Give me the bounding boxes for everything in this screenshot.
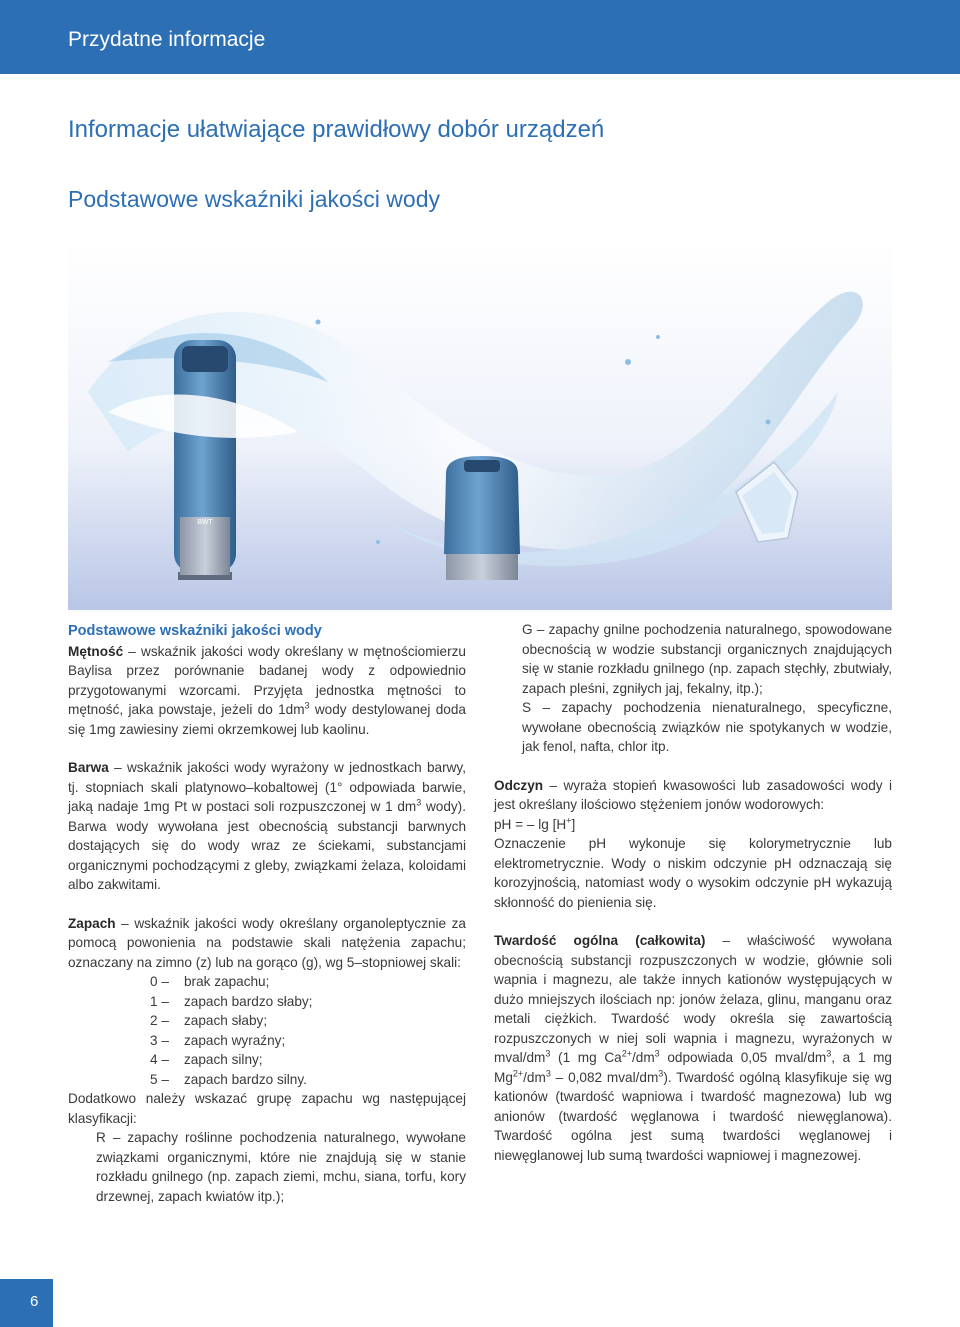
ph-formula-b: ]: [571, 816, 576, 832]
list-item: [68, 1031, 466, 1051]
s-group-paragraph: S – zapachy pochodzenia nienaturalnego, specyficzne, wywołane obecnością związków nie spotykanych w wodzie, jak fenol, nafta, chlor itp.: [522, 700, 892, 754]
twardosc-term: Twardość ogólna (całkowita): [494, 933, 706, 948]
metnosc-paragraph: [68, 642, 466, 740]
hero-image: [68, 242, 892, 610]
tw-text: (1 mg Ca: [550, 1050, 622, 1065]
r-group-paragraph: R – zapachy roślinne pochodzenia naturalnego, wywołane związkami organicznymi, które nie znajdują się w stanie rozkładu gnilnego (np. zapach ziemi, mchu, siana, torfu, kory drzewnej, zapach kwiatów itp.);: [96, 1130, 466, 1204]
list-item: [68, 1011, 466, 1031]
right-column: [494, 620, 892, 1165]
tw-sup: 3: [654, 1048, 660, 1059]
metnosc-term: Mętność: [68, 643, 124, 659]
list-item: [68, 1050, 466, 1070]
ph-formula-a: pH = – lg [H: [494, 816, 567, 832]
scale-number: 2 –: [150, 1013, 169, 1028]
odczyn-text: – wyraża stopień kwasowości lub zasadowości wody i jest określany ilościowo stężeniem jonów wodorowych:: [494, 777, 892, 812]
scale-number: 1 –: [150, 993, 169, 1009]
dodatkowo-paragraph: Dodatkowo należy wskazać grupę zapachu wg następującej klasyfikacji:: [68, 1091, 466, 1126]
zapach-paragraph: [68, 914, 466, 973]
softener-short-icon: [444, 456, 520, 580]
tw-sup: 3: [545, 1067, 551, 1078]
metnosc-sup: 3: [304, 700, 310, 711]
scale-number: 4 –: [150, 1052, 169, 1067]
scale-text: zapach silny;: [184, 1052, 263, 1067]
scale-text: zapach bardzo słaby;: [184, 993, 313, 1009]
barwa-text-a: – wskaźnik jakości wody wyrażony w jednostkach barwy, tj. stopniach skali platynowo–kobaltowej (1° odpowiada barwie, jaką nadaje 1mg Pt w postaci soli rozpuszczonej w 1 dm: [68, 760, 466, 814]
zapach-text: – wskaźnik jakości wody określany organoleptycznie za pomocą powonienia na podstawie skali natężenia zapachu; oznaczany na zimno (z) lub na gorąco (g), wg 5–stopniowej skali:: [68, 915, 466, 970]
zapach-term: Zapach: [68, 915, 116, 931]
softener-tall-icon: [174, 340, 236, 580]
page-subtitle: Podstawowe wskaźniki jakości wody: [68, 186, 440, 212]
header-bar: [0, 0, 960, 74]
tw-text: – 0,082 mval/dm: [550, 1069, 659, 1085]
odczyn-paragraph-2: Oznaczenie pH wykonuje się kolorymetrycznie lub elektrometrycznie. Wody o niskim odczynie pH odznaczają się korozyjnością, natomiast wody o wysokim odczynie pH wykazują skłonność do pienienia się.: [494, 836, 892, 910]
left-column: [68, 622, 466, 1206]
barwa-text-b: wody). Barwa wody wywołana jest obecnością substancji barwnych dostających się do wody wraz ze ściekami, substancjami organicznymi pochodzącymi z gleby, związkami żelaza, koloidami albo zakwitami.: [68, 799, 466, 892]
tw-sup: 2+: [621, 1048, 632, 1059]
svg-text:BWT: BWT: [197, 519, 213, 526]
tw-sup: 3: [658, 1067, 664, 1078]
scale-number: 0 –: [150, 974, 169, 989]
twardosc-paragraph: [494, 931, 892, 1165]
odczyn-paragraph: [494, 776, 892, 815]
scale-text: zapach wyraźny;: [184, 1032, 286, 1048]
page-number: 6: [30, 1293, 39, 1310]
tw-text: /dm: [631, 1050, 655, 1065]
metnosc-text-b: wody destylowanej doda się 1mg zawiesiny ziemi okrzemkowej lub kaolinu.: [68, 702, 466, 737]
tw-text: ). Twardość ogólną klasyfikuje się wg kationów (twardość wapniowa i twardość magnezowa) lub wg anionów (twardość węglanowa i twardość niewęglanowa). Twardość ogólna jest sumą twardości węglanowej i niewęglanowej lub sumą twardości wapniowej i magnezowej.: [494, 1069, 892, 1163]
page-number-tab: [0, 1279, 53, 1327]
list-item: [68, 992, 466, 1012]
tw-sup: 2+: [512, 1067, 524, 1078]
scale-number: 3 –: [150, 1032, 169, 1048]
ph-formula: [494, 815, 892, 835]
g-group-paragraph: G – zapachy gnilne pochodzenia naturalnego, spowodowane obecnością w wodzie substancji organicznych znajdujących się w stanie rozkładu gnilnego (np. zapach stęchły, zbutwiały, zapach pleśni, zgniłych jaj, fekalny, itp.);: [522, 622, 892, 696]
header-title: Przydatne informacje: [68, 28, 266, 51]
tw-text: odpowiada 0,05 mval/dm: [659, 1050, 827, 1065]
scale-text: brak zapachu;: [184, 974, 270, 989]
odczyn-term: Odczyn: [494, 777, 544, 793]
tw-sup: 3: [545, 1048, 551, 1059]
section-heading: Podstawowe wskaźniki jakości wody: [68, 623, 322, 639]
odor-scale-list: [68, 972, 466, 1089]
tw-sup: 3: [826, 1048, 832, 1059]
tw-text: /dm: [523, 1069, 546, 1085]
metnosc-text-a: – wskaźnik jakości wody określany w mętnościomierzu Baylisa przez porównanie badanej wody z odpowiednio przygotowanymi wzorcami. Przyjęta jednostka mętności to mętność, jaka powstaje, jeżeli do 1dm: [68, 643, 466, 717]
scale-text: zapach słaby;: [184, 1013, 268, 1028]
barwa-sup: 3: [416, 797, 422, 808]
barwa-paragraph: [68, 758, 466, 895]
scale-text: zapach bardzo silny.: [184, 1071, 307, 1087]
hero-illustration: [68, 242, 892, 610]
scale-number: 5 –: [150, 1071, 169, 1087]
list-item: [68, 1070, 466, 1090]
twardosc-text-a: – właściwość wywołana obecnością substancji rozpuszczonych w wodzie, głównie soli wapnia i magnezu, ale także innych kationów występujących w dużo mniejszych ilościach np: jonów żelaza, glinu, manganu oraz metali ciężkich. Twardość wody określa się zawartością rozpuszczonych w niej soli wapnia i magnezu, wyrażonych w mval/dm: [494, 933, 892, 1065]
page-title: Informacje ułatwiające prawidłowy dobór urządzeń: [68, 116, 605, 143]
ph-formula-sup: +: [566, 814, 572, 825]
list-item: [68, 972, 466, 992]
tw-text: , a 1 mg Mg: [494, 1050, 892, 1085]
barwa-term: Barwa: [68, 760, 109, 775]
